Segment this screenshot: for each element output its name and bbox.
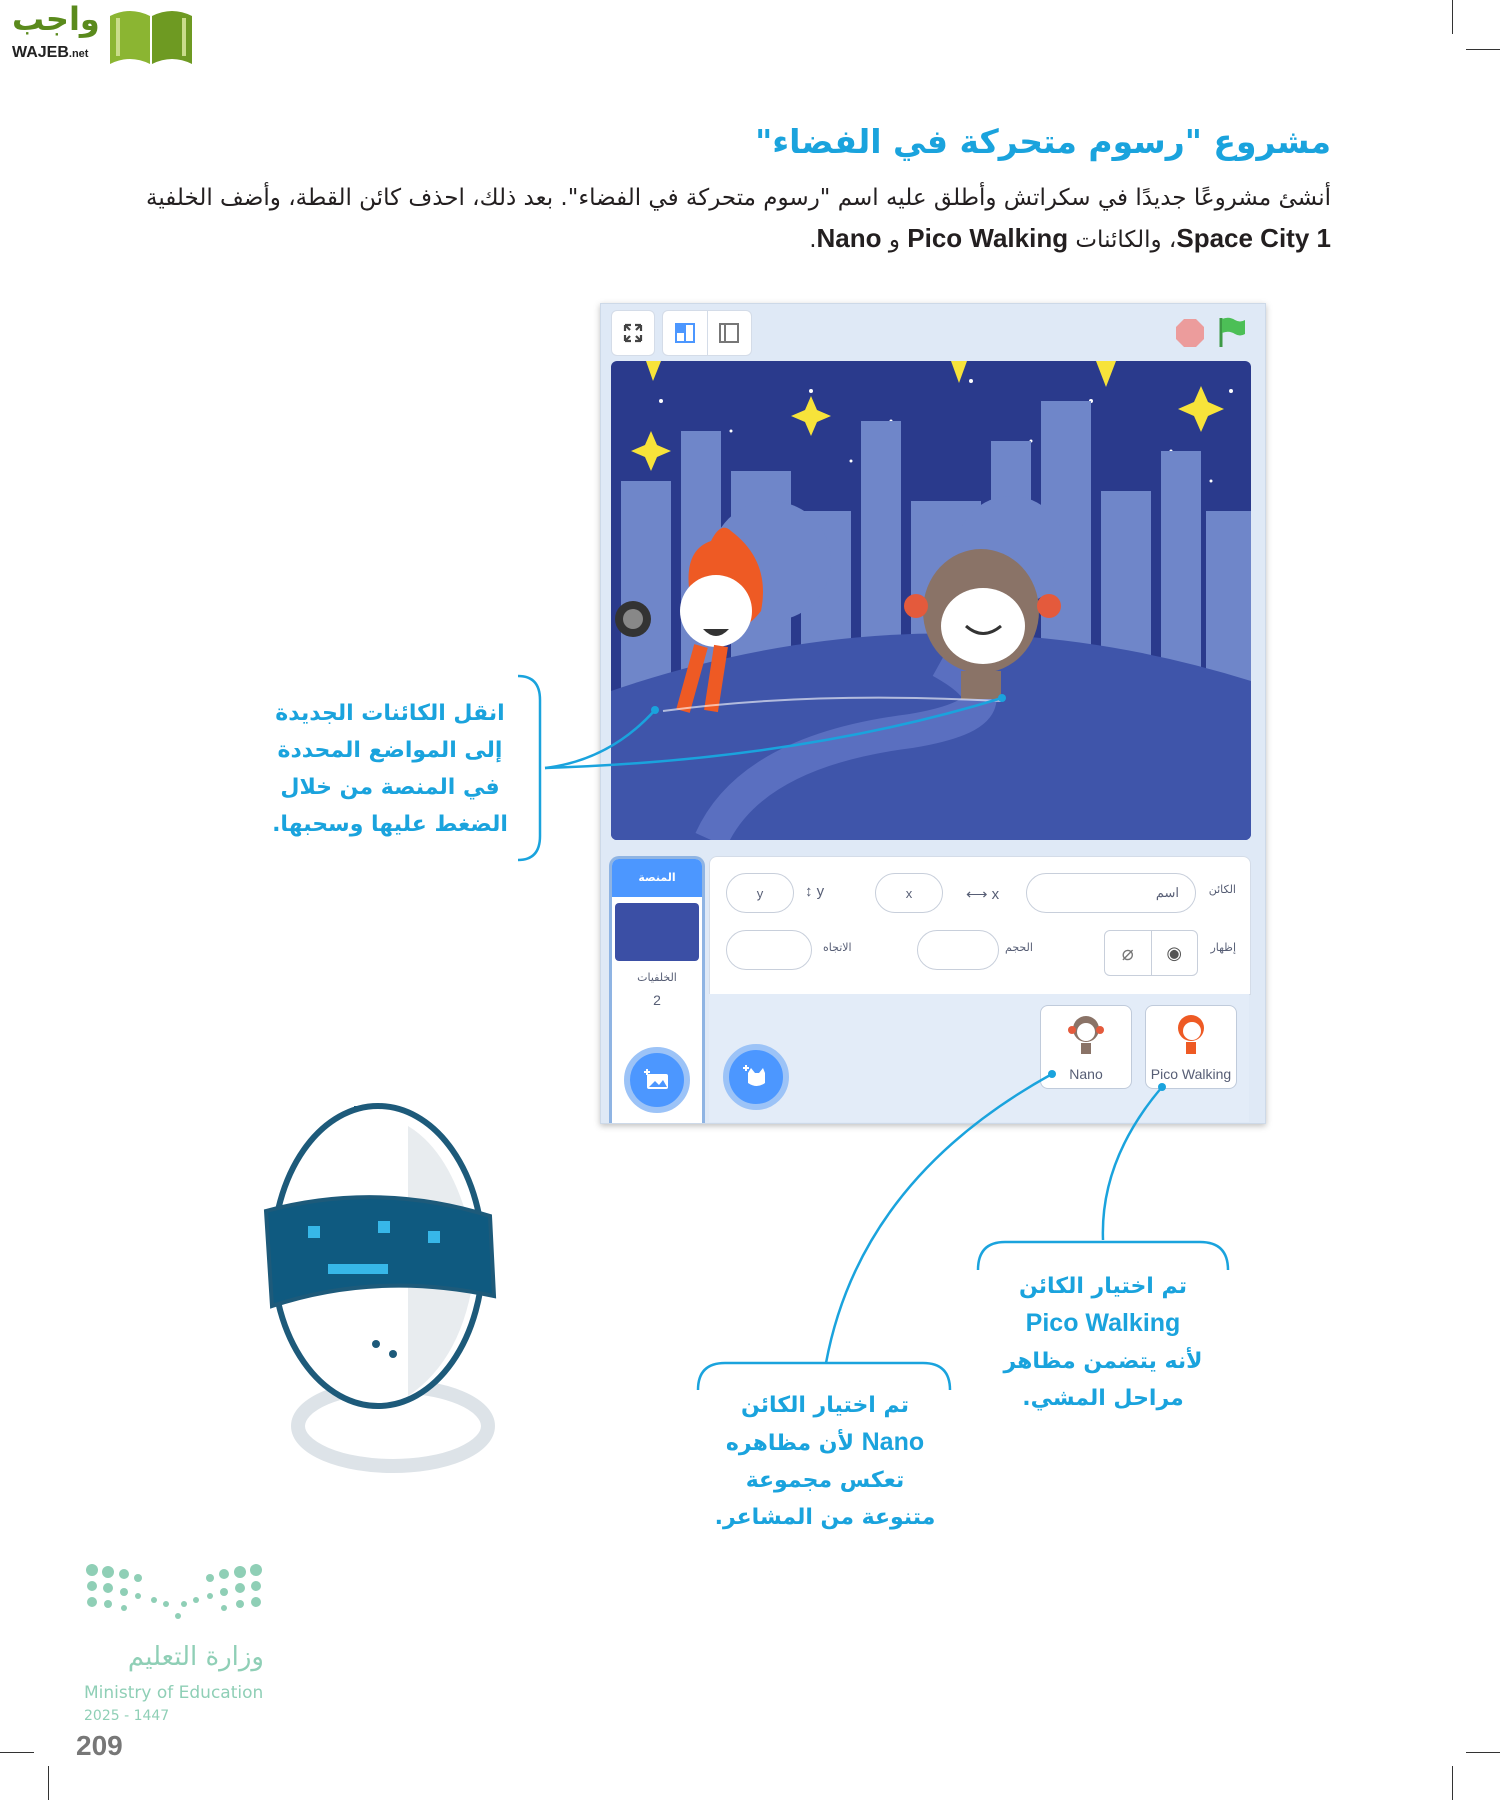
sprite-name-input[interactable]: اسم xyxy=(1026,873,1196,913)
eye-slash-icon: ⌀ xyxy=(1121,941,1134,965)
x-arrow-label: x ⟷ xyxy=(966,886,1000,903)
callout-pico: تم اختيار الكائن Pico Walking لأنه يتضمن مظاهر مراحل المشي. xyxy=(1003,1274,1203,1411)
page-number: 209 xyxy=(76,1730,123,1761)
sprite-name: Pico Walking xyxy=(1150,1066,1232,1082)
ministry-dots-emblem xyxy=(80,1560,270,1622)
logo-arabic: واجب xyxy=(12,0,100,38)
page-title: مشروع "رسوم متحركة في الفضاء" xyxy=(755,122,1331,161)
sprite-name: Nano xyxy=(1069,1066,1103,1082)
robot-mascot-illustration xyxy=(258,1096,503,1486)
y-arrow-label: y ↕ xyxy=(805,883,825,900)
ministry-years: 2025 - 1447 xyxy=(84,1708,170,1724)
intro-paragraph: أنشئ مشروعًا جديدًا في سكراتش وأطلق عليه اسم "رسوم متحركة في الفضاء". بعد ذلك، احذف كائن القطة، وأضف الخلفية Space City 1، والكائنات Pico Walking و Nano. xyxy=(145,185,1331,253)
y-input[interactable]: y xyxy=(726,873,794,913)
callout-nano: تم اختيار الكائن Nano لأن مظاهره تعكس مجموعة متنوعة من المشاعر. xyxy=(714,1393,936,1530)
sprite-label: الكائن xyxy=(1208,883,1236,896)
direction-label: الاتجاه xyxy=(823,941,852,954)
callout-move-sprites: انقل الكائنات الجديدة إلى المواضع المحددة في المنصة من خلال الضغط عليها وسحبها. xyxy=(272,701,508,837)
show-label: إظهار xyxy=(1210,941,1236,954)
eye-icon: ◉ xyxy=(1166,942,1183,964)
ministry-arabic: وزارة التعليم xyxy=(127,1642,264,1672)
backdrops-label: الخلفيات xyxy=(637,971,677,984)
stage-pane-title: المنصة xyxy=(612,859,702,897)
x-input[interactable]: x xyxy=(875,873,943,913)
backdrops-count: 2 xyxy=(653,992,661,1008)
ministry-english: Ministry of Education xyxy=(84,1683,264,1703)
ministry-logo xyxy=(76,1560,270,1770)
size-label: الحجم xyxy=(1005,941,1033,954)
logo-english: WAJEB.net xyxy=(12,44,89,61)
